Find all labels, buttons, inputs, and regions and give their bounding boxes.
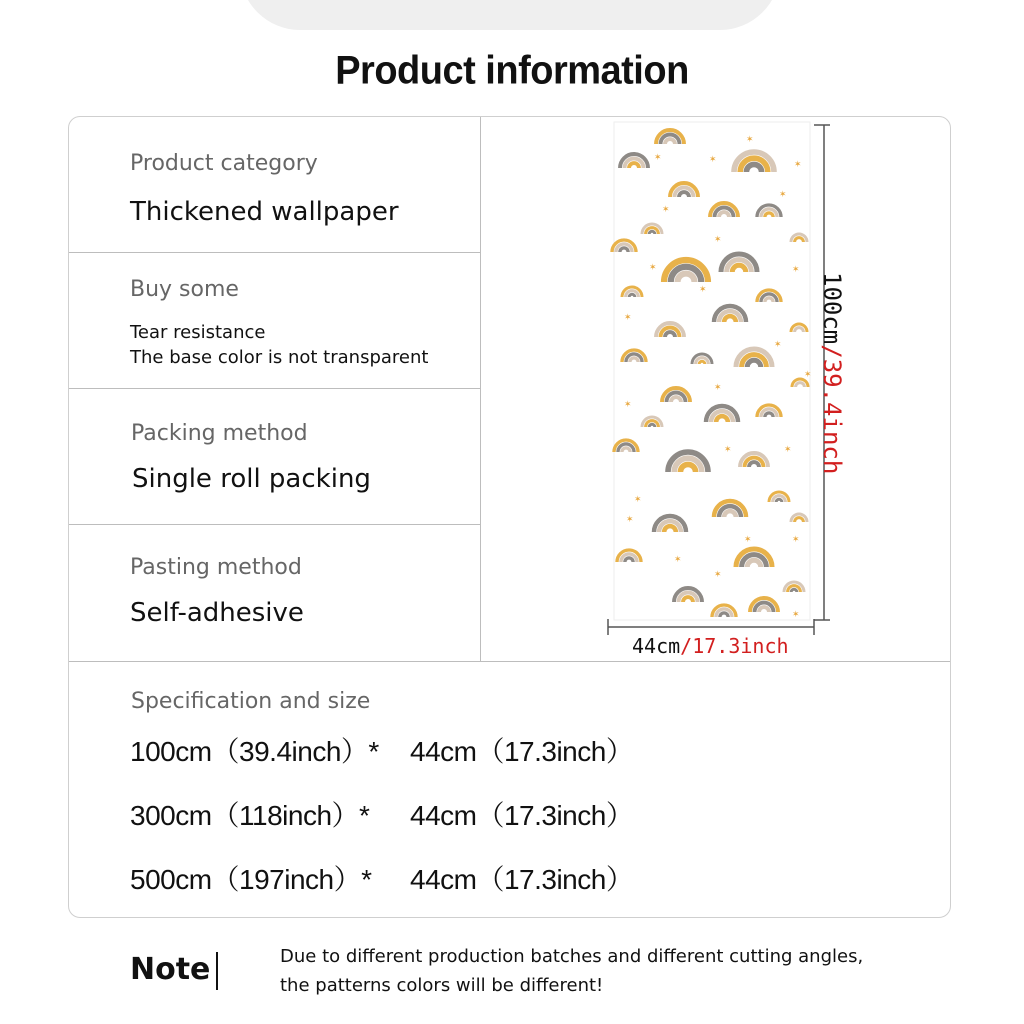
spec-width: 44cm（17.3inch） bbox=[410, 800, 634, 831]
column-divider bbox=[480, 117, 481, 661]
star-motif: ✶ bbox=[724, 445, 732, 455]
product-category-value: Thickened wallpaper bbox=[130, 197, 399, 227]
spec-label: Specification and size bbox=[131, 689, 371, 714]
page-title: Product information bbox=[335, 48, 689, 94]
width-dimension-label bbox=[632, 634, 789, 658]
star-motif: ✶ bbox=[714, 570, 722, 580]
pasting-method-value: Self-adhesive bbox=[130, 598, 304, 628]
star-motif: ✶ bbox=[624, 400, 632, 410]
star-motif: ✶ bbox=[779, 190, 787, 200]
spec-item bbox=[130, 858, 634, 898]
star-motif: ✶ bbox=[774, 340, 782, 350]
note-line: the patterns colors will be different! bbox=[280, 975, 604, 996]
packing-method-label: Packing method bbox=[131, 421, 308, 446]
star-motif: ✶ bbox=[634, 495, 642, 505]
dimension-lines bbox=[600, 115, 840, 640]
width-cm: 44cm bbox=[632, 634, 681, 658]
spec-length: 300cm（118inch）* bbox=[130, 800, 370, 831]
star-motif: ✶ bbox=[792, 265, 800, 275]
top-decoration bbox=[240, 0, 780, 30]
row-divider bbox=[69, 252, 480, 253]
spec-length: 100cm（39.4inch）* bbox=[130, 736, 379, 767]
star-motif: ✶ bbox=[699, 285, 707, 295]
note-text bbox=[280, 942, 863, 1000]
star-motif: ✶ bbox=[662, 205, 670, 215]
section-divider bbox=[69, 661, 950, 662]
star-motif: ✶ bbox=[654, 153, 662, 163]
star-motif: ✶ bbox=[744, 535, 752, 545]
note-title: Note bbox=[130, 952, 211, 987]
note-line: Due to different production batches and different cutting angles, bbox=[280, 946, 864, 967]
height-cm: 100cm bbox=[818, 272, 846, 345]
star-motif: ✶ bbox=[709, 155, 717, 165]
packing-method-value: Single roll packing bbox=[132, 464, 371, 494]
spec-item bbox=[130, 730, 634, 770]
row-divider bbox=[69, 524, 480, 525]
star-motif: ✶ bbox=[746, 135, 754, 145]
height-inch: /39.4inch bbox=[818, 344, 846, 475]
height-dimension-label bbox=[818, 272, 846, 474]
star-motif: ✶ bbox=[626, 515, 634, 525]
spec-length: 500cm（197inch）* bbox=[130, 864, 372, 895]
star-motif: ✶ bbox=[792, 535, 800, 545]
note-divider bbox=[216, 952, 218, 990]
star-motif: ✶ bbox=[714, 383, 722, 393]
buy-some-line: The base color is not transparent bbox=[130, 347, 429, 368]
row-divider bbox=[69, 388, 480, 389]
star-motif: ✶ bbox=[674, 555, 682, 565]
buy-some-line: Tear resistance bbox=[130, 322, 266, 343]
width-inch: /17.3inch bbox=[680, 634, 789, 658]
product-category-label: Product category bbox=[130, 151, 318, 176]
star-motif: ✶ bbox=[804, 370, 812, 380]
star-motif: ✶ bbox=[624, 313, 632, 323]
star-motif: ✶ bbox=[714, 235, 722, 245]
star-motif: ✶ bbox=[794, 160, 802, 170]
star-motif: ✶ bbox=[792, 610, 800, 620]
buy-some-label: Buy some bbox=[130, 277, 239, 302]
star-motif: ✶ bbox=[784, 445, 792, 455]
spec-width: 44cm（17.3inch） bbox=[410, 864, 634, 895]
spec-width: 44cm（17.3inch） bbox=[410, 736, 634, 767]
star-motif: ✶ bbox=[649, 263, 657, 273]
pasting-method-label: Pasting method bbox=[130, 555, 302, 580]
spec-item bbox=[130, 794, 634, 834]
